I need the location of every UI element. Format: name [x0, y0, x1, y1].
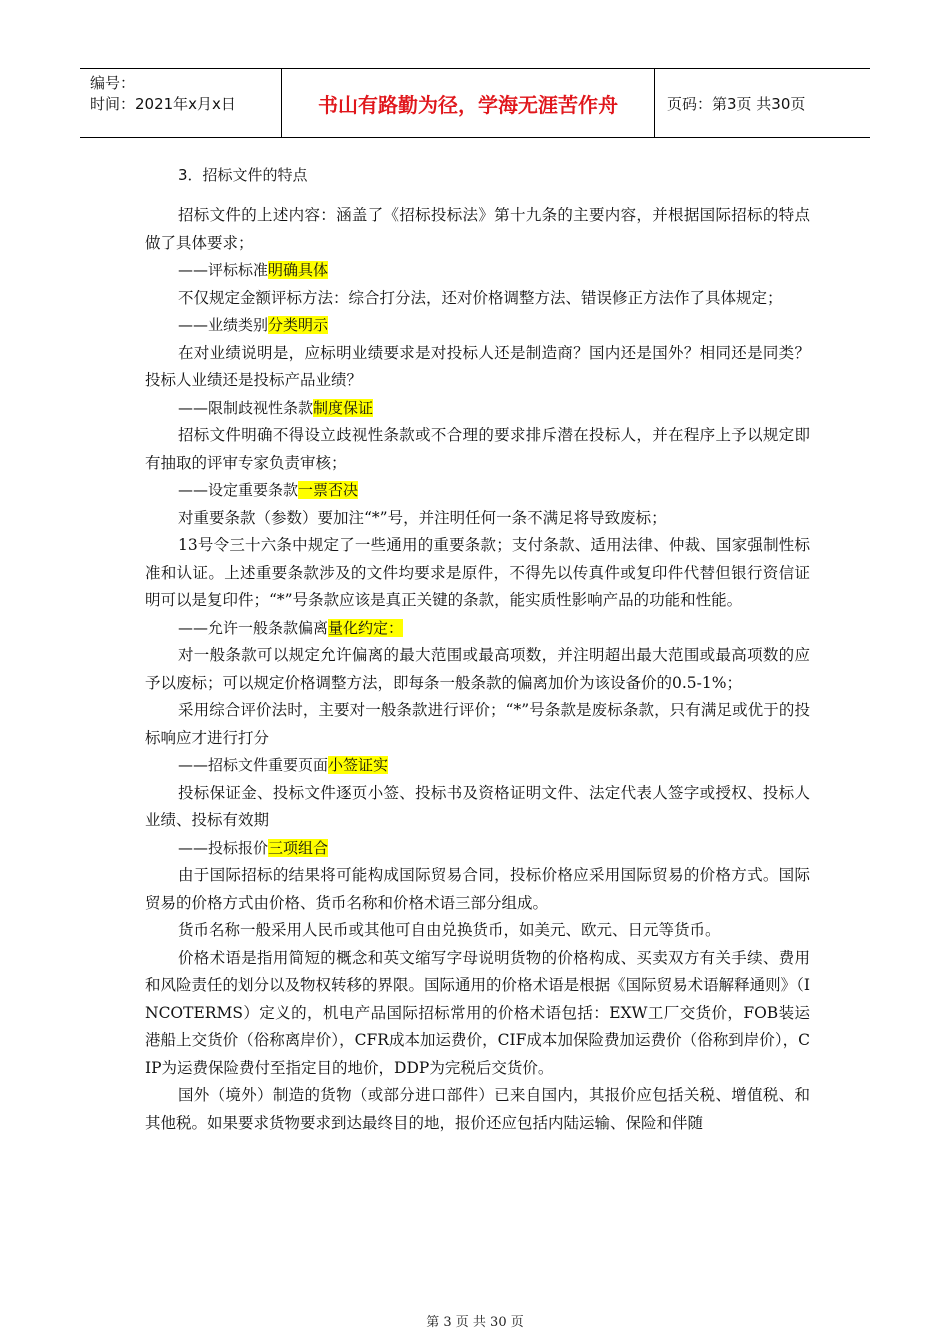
subheading-text: ——限制歧视性条款	[178, 398, 314, 417]
paragraph: 由于国际招标的结果将可能构成国际贸易合同，投标价格应采用国际贸易的价格方式。国际贸易的价格方式由价格、货币名称和价格术语三部分组成。	[145, 866, 810, 912]
highlighted-text: 小签证实	[328, 756, 389, 774]
paragraph: 对一般条款可以规定允许偏离的最大范围或最高项数，并注明超出最大范围或最高项数的应予以废标；可以规定价格调整方法，即每条一般条款的偏离加价为该设备价的0.5-1%；	[145, 646, 810, 692]
paragraph: 国外（境外）制造的货物（或部分进口部件）已来自国内，其报价应包括关税、增值税、和其他税。如果要求货物要求到达最终目的地，报价还应包括内陆运输、保险和伴随	[145, 1086, 810, 1132]
subheading-text: ——招标文件重要页面	[178, 756, 329, 774]
subheading-bid-price	[145, 835, 810, 863]
subheading-important-pages	[145, 752, 810, 780]
paragraph: 13号令三十六条中规定了一些通用的重要条款；支付条款、适用法律、仲裁、国家强制性标准和认证。上述重要条款涉及的文件均要求是原件，不得先以传真件或复印件代替但银行资信证明可以是复印件；“*”号条款应该是真正关键的条款，能实质性影响产品的功能和性能。	[145, 536, 810, 609]
subheading-text: ——评标标准	[178, 261, 269, 279]
header-meta	[80, 69, 282, 137]
paragraph: 价格术语是指用简短的概念和英文缩写字母说明货物的价格构成、买卖双方有关手续、费用和风险责任的划分以及物权转移的界限。国际通用的价格术语是根据《国际贸易术语解释通则》（INCOTERMS）定义的，机电产品国际招标常用的价格术语包括：EXW工厂交货价，FOB装运港船上交货价（俗称离岸价），CFR成本加运费价，CIF成本加保险费加运费价（俗称到岸价），CIP为运费保险费付至指定目的地价，DDP为完税后交货价。	[145, 948, 810, 1077]
highlighted-text: 三项组合	[268, 838, 329, 857]
header-motto: 书山有路勤为径，学海无涯苦作舟	[282, 69, 655, 137]
paragraph: 货币名称一般采用人民币或其他可自由兑换货币，如美元、欧元、日元等货币。	[178, 921, 721, 939]
subheading-general-clause-deviation	[145, 615, 810, 643]
highlighted-text: 一票否决	[298, 481, 359, 499]
highlighted-text: 分类明示	[268, 316, 329, 334]
page-header	[80, 68, 870, 138]
document-number-label: 编号：	[90, 74, 136, 92]
subheading-performance-category	[145, 312, 810, 340]
subheading-text: ——业绩类别	[178, 316, 269, 334]
highlighted-text: 明确具体	[268, 261, 329, 279]
paragraph: 招标文件明确不得设立歧视性条款或不合理的要求排斥潜在投标人，并在程序上予以规定即有抽取的评审专家负责审核；	[145, 426, 810, 472]
subheading-discrimination-clauses	[145, 395, 810, 423]
subheading-text: ——投标报价	[178, 838, 269, 857]
highlighted-text: 制度保证	[313, 398, 374, 417]
document-date-label: 时间：2021年x月x日	[90, 95, 236, 113]
highlighted-text: 量化约定：	[328, 618, 404, 637]
document-body	[145, 160, 810, 1137]
paragraph: 在对业绩说明是，应标明业绩要求是对投标人还是制造商？国内还是国外？相同还是同类？投标人业绩还是投标产品业绩？	[145, 343, 810, 389]
subheading-text: ——允许一般条款偏离	[178, 618, 329, 637]
header-page-number: 页码：第3页 共30页	[667, 94, 806, 113]
paragraph: 采用综合评价法时，主要对一般条款进行评价；“*”号条款是废标条款，只有满足或优于的投标响应才进行打分	[145, 701, 810, 747]
subheading-text: ——设定重要条款	[178, 481, 299, 499]
paragraph: 投标保证金、投标文件逐页小签、投标书及资格证明文件、法定代表人签字或授权、投标人业绩、投标有效期	[145, 783, 810, 829]
paragraph: 招标文件的上述内容：涵盖了《招标投标法》第十九条的主要内容，并根据国际招标的特点做了具体要求；	[145, 206, 810, 252]
paragraph: 对重要条款（参数）要加注“*”号，并注明任何一条不满足将导致废标；	[178, 508, 667, 527]
paragraph: 不仅规定金额评标方法：综合打分法，还对价格调整方法、错误修正方法作了具体规定；	[178, 288, 783, 307]
section-heading: 3．招标文件的特点	[178, 166, 308, 184]
page-footer: 第 3 页 共 30 页	[426, 1315, 524, 1330]
subheading-key-clauses	[145, 477, 810, 505]
subheading-evaluation-criteria	[145, 257, 810, 285]
